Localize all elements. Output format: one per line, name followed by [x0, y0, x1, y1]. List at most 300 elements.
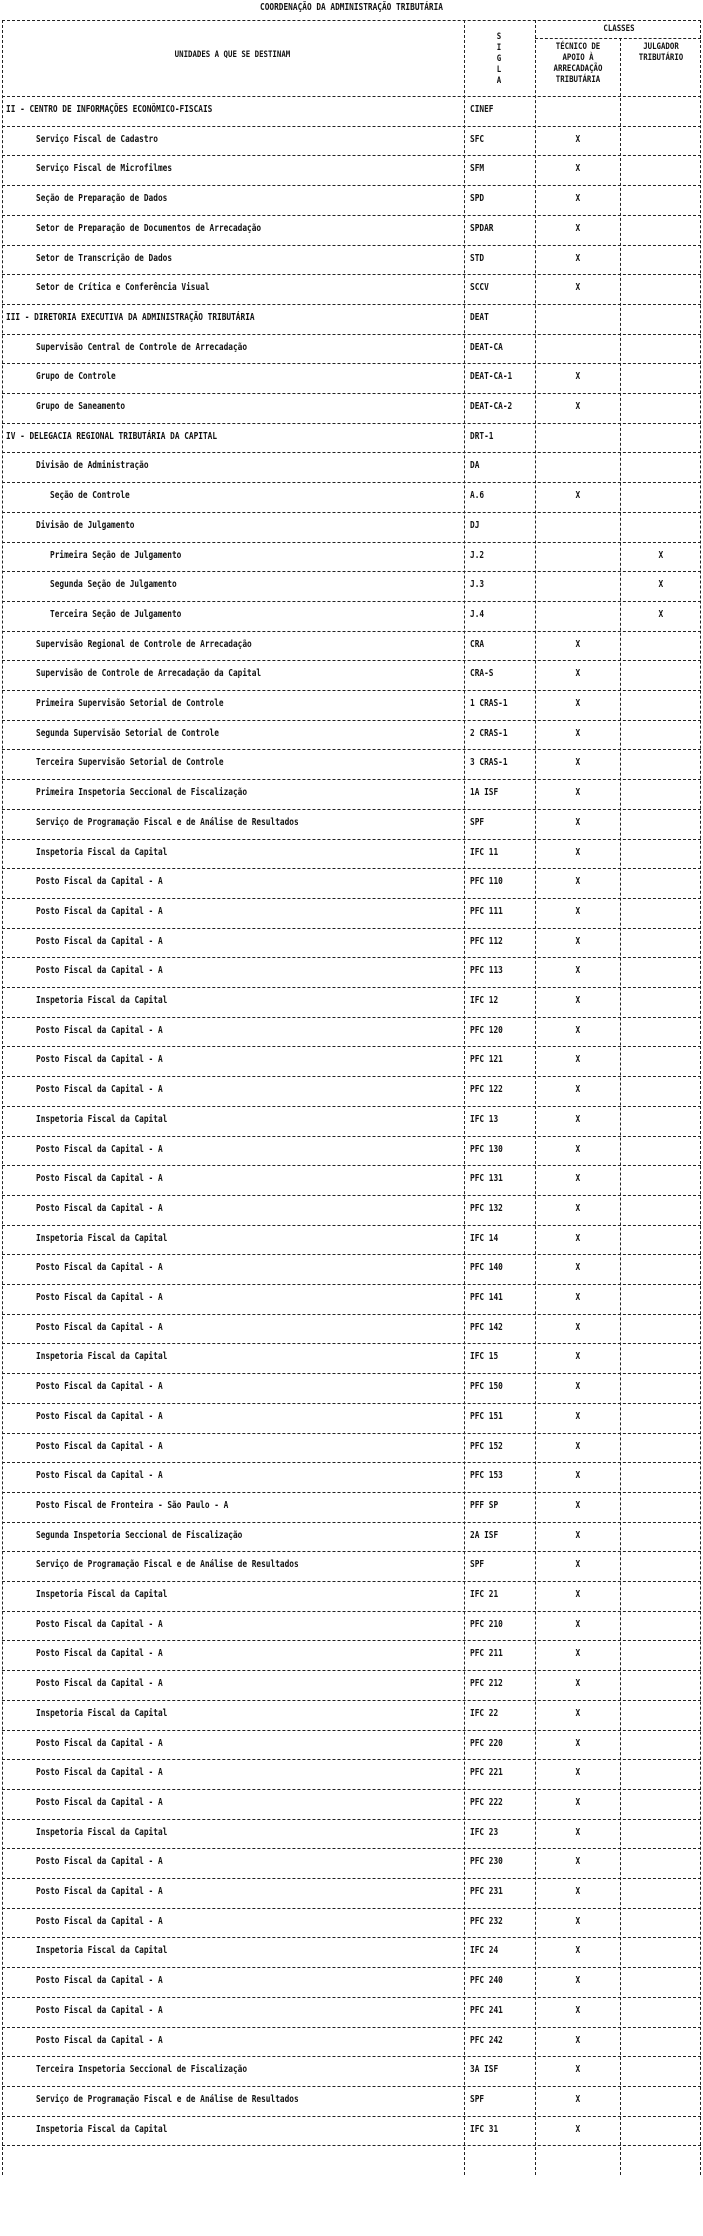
tecnico-mark: X [575, 1262, 581, 1274]
unit-sigla: PFC 242 [470, 2034, 503, 2046]
julgador-mark [621, 1500, 700, 1511]
divider-sigla [464, 20, 465, 2175]
unit-sigla: 1A ISF [470, 787, 499, 799]
row-divider [2, 1789, 701, 1790]
unit-name: Posto Fiscal de Fronteira - São Paulo - A [36, 1499, 229, 1511]
row-divider [2, 1878, 701, 1879]
row-divider [2, 1937, 701, 1938]
unit-name: Posto Fiscal da Capital - A [36, 1975, 163, 1987]
tecnico-mark: X [575, 787, 581, 799]
tecnico-mark: X [575, 1529, 581, 1541]
tecnico-mark: X [575, 1945, 581, 1957]
row-divider [2, 363, 701, 364]
unit-name: Divisão de Administração [36, 460, 149, 472]
unit-name: Inspetoria Fiscal da Capital [36, 2123, 168, 2135]
julgador-mark [621, 520, 700, 531]
row-divider [2, 1908, 701, 1909]
row-divider [2, 1195, 701, 1196]
tecnico-mark: X [575, 2093, 581, 2105]
tecnico-mark: X [575, 1915, 581, 1927]
unit-name: Inspetoria Fiscal da Capital [36, 1945, 168, 1957]
unit-sigla: PFC 230 [470, 1856, 503, 1868]
header-classes: CLASSES [602, 24, 635, 34]
unit-name: Posto Fiscal da Capital - A [36, 935, 163, 947]
julgador-mark [621, 2005, 700, 2016]
julgador-mark [621, 1173, 700, 1184]
unit-name: Primeira Inspetoria Seccional de Fiscalização [36, 787, 248, 799]
julgador-mark [621, 787, 700, 798]
row-divider [2, 1611, 701, 1612]
julgador-mark [621, 1054, 700, 1065]
unit-sigla: PFC 110 [470, 876, 503, 888]
row-divider [2, 1967, 701, 1968]
unit-sigla: CINEF [470, 104, 494, 115]
unit-sigla: SPF [470, 1559, 485, 1571]
row-divider [2, 1670, 701, 1671]
unit-name: Divisão de Julgamento [36, 519, 135, 531]
julgador-mark [621, 1708, 700, 1719]
tecnico-mark: X [575, 846, 581, 858]
unit-sigla: CRA [470, 638, 485, 650]
header-units: UNIDADES A QUE SE DESTINAM [174, 50, 290, 60]
julgador-mark [621, 371, 700, 382]
unit-name: Serviço Fiscal de Cadastro [36, 133, 158, 145]
unit-name: Terceira Inspetoria Seccional de Fiscalização [36, 2064, 248, 2076]
julgador-mark [621, 1411, 700, 1422]
row-divider [2, 1848, 701, 1849]
julgador-mark [621, 876, 700, 887]
unit-sigla: PFC 142 [470, 1321, 503, 1333]
unit-sigla: PFC 130 [470, 1143, 503, 1155]
row-divider [2, 2056, 701, 2057]
tecnico-mark: X [575, 193, 581, 205]
unit-name: Setor de Transcrição de Dados [36, 252, 173, 264]
unit-name: Inspetoria Fiscal da Capital [36, 1351, 168, 1363]
unit-name: Posto Fiscal da Capital - A [36, 905, 163, 917]
julgador-mark [621, 1886, 700, 1897]
unit-name: Posto Fiscal da Capital - A [36, 1410, 163, 1422]
row-divider [2, 1017, 701, 1018]
row-divider [2, 2027, 701, 2028]
tecnico-mark [536, 342, 620, 353]
unit-name: Inspetoria Fiscal da Capital [36, 1707, 168, 1719]
tecnico-mark [536, 579, 620, 590]
row-divider [2, 1254, 701, 1255]
unit-sigla: 3A ISF [470, 2064, 499, 2076]
tecnico-mark: X [575, 698, 581, 709]
header-julgador: JULGADOR TRIBUTÁRIO [638, 42, 684, 63]
julgador-mark [621, 1589, 700, 1600]
tecnico-mark: X [575, 371, 581, 383]
tecnico-mark: X [575, 1440, 581, 1452]
row-divider [2, 1106, 701, 1107]
unit-sigla: IFC 24 [470, 1945, 499, 1957]
unit-name: Posto Fiscal da Capital - A [36, 1767, 163, 1779]
unit-name: Segunda Seção de Julgamento [50, 579, 177, 591]
julgador-mark [621, 104, 700, 115]
unit-name: III - DIRETORIA EXECUTIVA DA ADMINISTRAÇÃO TRIBUTÁRIA [6, 311, 255, 323]
unit-sigla: PFC 112 [470, 935, 503, 947]
row-divider [2, 482, 701, 483]
julgador-mark [621, 431, 700, 442]
unit-name: Inspetoria Fiscal da Capital [36, 846, 168, 858]
row-divider [2, 1997, 701, 1998]
unit-name: Posto Fiscal da Capital - A [36, 1470, 163, 1482]
unit-sigla: 2A ISF [470, 1529, 499, 1541]
tecnico-mark: X [575, 1767, 581, 1779]
row-divider [2, 542, 701, 543]
julgador-mark [621, 342, 700, 353]
tecnico-mark: X [575, 1737, 581, 1749]
row-divider [2, 1700, 701, 1701]
row-divider [2, 2086, 701, 2087]
row-divider [2, 898, 701, 899]
unit-sigla: SFM [470, 163, 485, 175]
unit-name: Posto Fiscal da Capital - A [36, 1143, 163, 1155]
unit-sigla: DEAT-CA [470, 341, 503, 353]
unit-sigla: J.2 [470, 549, 485, 561]
unit-sigla: 1 CRAS-1 [470, 698, 508, 709]
tecnico-mark: X [575, 1707, 581, 1719]
unit-sigla: 3 CRAS-1 [470, 757, 508, 769]
unit-name: Posto Fiscal da Capital - A [36, 1796, 163, 1808]
unit-name: Posto Fiscal da Capital - A [36, 1292, 163, 1303]
tecnico-mark: X [575, 727, 581, 739]
julgador-mark [621, 134, 700, 145]
unit-sigla: PFC 221 [470, 1767, 503, 1779]
tecnico-mark: X [575, 1321, 581, 1333]
row-divider [2, 155, 701, 156]
unit-sigla: IFC 21 [470, 1589, 499, 1600]
unit-sigla: PFC 210 [470, 1618, 503, 1630]
julgador-mark [621, 817, 700, 828]
unit-name: Posto Fiscal da Capital - A [36, 1054, 163, 1066]
julgador-mark [621, 668, 700, 679]
page-title: COORDENAÇÃO DA ADMINISTRAÇÃO TRIBUTÁRIA [260, 2, 443, 13]
tecnico-mark: X [575, 1113, 581, 1125]
row-divider [2, 987, 701, 988]
unit-sigla: IFC 31 [470, 2123, 499, 2135]
unit-sigla: DA [470, 460, 480, 472]
julgador-mark: X [658, 608, 663, 620]
row-divider [2, 1522, 701, 1523]
header-sigla: S I G L A [496, 32, 502, 86]
unit-name: Posto Fiscal da Capital - A [36, 1618, 163, 1630]
tecnico-mark: X [575, 1232, 581, 1244]
tecnico-mark: X [575, 1173, 581, 1185]
row-divider [2, 749, 701, 750]
tecnico-mark: X [575, 1826, 581, 1838]
unit-sigla: PFC 232 [470, 1915, 503, 1927]
unit-name: Terceira Seção de Julgamento [50, 608, 182, 620]
row-divider [2, 1433, 701, 1434]
julgador-mark [621, 965, 700, 976]
julgador-mark [621, 193, 700, 204]
unit-name: Posto Fiscal da Capital - A [36, 1084, 163, 1096]
julgador-mark [621, 2124, 700, 2135]
unit-sigla: PFC 212 [470, 1678, 503, 1690]
row-divider [2, 690, 701, 691]
unit-name: Inspetoria Fiscal da Capital [36, 1113, 168, 1125]
tecnico-mark: X [575, 965, 581, 977]
tecnico-mark: X [575, 1292, 581, 1303]
unit-sigla: PFC 150 [470, 1381, 503, 1393]
unit-sigla: 2 CRAS-1 [470, 727, 508, 739]
unit-sigla: PFC 141 [470, 1292, 503, 1303]
tecnico-mark: X [575, 1886, 581, 1897]
julgador-mark [621, 906, 700, 917]
unit-name: Serviço de Programação Fiscal e de Análise de Resultados [36, 816, 299, 828]
tecnico-mark: X [575, 816, 581, 828]
row-divider [2, 1225, 701, 1226]
tecnico-mark [536, 104, 620, 115]
row-divider [2, 274, 701, 275]
unit-sigla: DEAT-CA-2 [470, 401, 513, 412]
tecnico-mark: X [575, 1054, 581, 1066]
tecnico-mark: X [575, 1470, 581, 1482]
julgador-mark [621, 2094, 700, 2105]
julgador-mark [621, 1233, 700, 1244]
row-divider [2, 185, 701, 186]
julgador-mark [621, 1292, 700, 1303]
tecnico-mark: X [575, 1202, 581, 1214]
julgador-mark [621, 2064, 700, 2075]
unit-sigla: PFC 111 [470, 905, 503, 917]
border-left [2, 20, 3, 2175]
unit-name: Posto Fiscal da Capital - A [36, 1856, 163, 1868]
julgador-mark [621, 1797, 700, 1808]
unit-sigla: PFC 240 [470, 1975, 503, 1987]
julgador-mark [621, 401, 700, 412]
row-divider [2, 215, 701, 216]
unit-name: Serviço de Programação Fiscal e de Análise de Resultados [36, 1559, 299, 1571]
row-divider [2, 1551, 701, 1552]
julgador-mark [621, 2035, 700, 2046]
julgador-mark [621, 1678, 700, 1689]
julgador-mark [621, 1559, 700, 1570]
unit-name: Setor de Crítica e Conferência Visual [36, 282, 210, 294]
unit-name: Inspetoria Fiscal da Capital [36, 995, 168, 1006]
julgador-mark [621, 312, 700, 323]
unit-sigla: PFC 131 [470, 1173, 503, 1185]
julgador-mark [621, 1381, 700, 1392]
row-divider [2, 1076, 701, 1077]
tecnico-mark: X [575, 876, 581, 888]
julgador-mark [621, 728, 700, 739]
unit-name: Supervisão Central de Controle de Arrecadação [36, 341, 248, 353]
unit-sigla: SPF [470, 2093, 485, 2105]
row-divider [2, 334, 701, 335]
unit-sigla: PFC 140 [470, 1262, 503, 1274]
unit-name: Inspetoria Fiscal da Capital [36, 1826, 168, 1838]
julgador-mark [621, 1975, 700, 1986]
unit-name: Posto Fiscal da Capital - A [36, 2004, 163, 2016]
tecnico-mark: X [575, 757, 581, 769]
unit-sigla: PFC 120 [470, 1024, 503, 1036]
table-top-border [2, 20, 701, 21]
tecnico-mark: X [575, 1499, 581, 1511]
tecnico-mark: X [575, 401, 581, 412]
row-divider [2, 245, 701, 246]
unit-name: Posto Fiscal da Capital - A [36, 1262, 163, 1274]
unit-sigla: PFC 222 [470, 1796, 503, 1808]
row-divider [2, 601, 701, 602]
julgador-mark [621, 1262, 700, 1273]
row-divider [2, 1136, 701, 1137]
unit-name: Inspetoria Fiscal da Capital [36, 1589, 168, 1600]
row-divider [2, 1640, 701, 1641]
unit-name: Posto Fiscal da Capital - A [36, 1915, 163, 1927]
julgador-mark [621, 1084, 700, 1095]
tecnico-mark: X [575, 1024, 581, 1036]
row-divider [2, 1403, 701, 1404]
unit-name: Segunda Inspetoria Seccional de Fiscalização [36, 1529, 243, 1541]
unit-sigla: IFC 23 [470, 1826, 499, 1838]
tecnico-mark: X [575, 2034, 581, 2046]
unit-sigla: IFC 11 [470, 846, 499, 858]
row-divider [2, 720, 701, 721]
julgador-mark: X [658, 579, 663, 591]
row-divider [2, 571, 701, 572]
julgador-mark [621, 1916, 700, 1927]
row-divider [2, 1819, 701, 1820]
tecnico-mark: X [575, 1796, 581, 1808]
row-divider [2, 1343, 701, 1344]
unit-sigla: DJ [470, 519, 480, 531]
unit-name: Posto Fiscal da Capital - A [36, 1678, 163, 1690]
julgador-mark [621, 1648, 700, 1659]
unit-name: Posto Fiscal da Capital - A [36, 1381, 163, 1393]
unit-name: Grupo de Saneamento [36, 401, 126, 412]
tecnico-mark: X [575, 1381, 581, 1393]
unit-sigla: IFC 15 [470, 1351, 499, 1363]
unit-sigla: SPDAR [470, 222, 494, 234]
unit-name: IV - DELEGACIA REGIONAL TRIBUTÁRIA DA CAPITAL [6, 430, 218, 442]
tecnico-mark: X [575, 252, 581, 264]
unit-sigla: J.3 [470, 579, 485, 591]
tecnico-mark: X [575, 638, 581, 650]
tecnico-mark: X [575, 1678, 581, 1690]
tecnico-mark: X [575, 490, 581, 502]
unit-name: Posto Fiscal da Capital - A [36, 1648, 163, 1660]
tecnico-mark [536, 312, 620, 323]
julgador-mark [621, 698, 700, 709]
unit-name: Terceira Supervisão Setorial de Controle [36, 757, 224, 769]
unit-name: Posto Fiscal da Capital - A [36, 965, 163, 977]
julgador-mark: X [658, 549, 663, 561]
row-divider [2, 779, 701, 780]
tecnico-mark: X [575, 1618, 581, 1630]
unit-name: Setor de Preparação de Documentos de Arrecadação [36, 222, 262, 234]
row-divider [2, 660, 701, 661]
header-tecnico: TÉCNICO DE APOIO À ARRECADAÇÃO TRIBUTÁRIA [553, 42, 603, 85]
unit-sigla: SPD [470, 193, 485, 205]
julgador-mark [621, 1767, 700, 1778]
unit-sigla: IFC 14 [470, 1232, 499, 1244]
unit-name: Posto Fiscal da Capital - A [36, 1886, 163, 1897]
julgador-mark [621, 1144, 700, 1155]
row-divider [2, 2116, 701, 2117]
row-divider [2, 1373, 701, 1374]
unit-sigla: SCCV [470, 282, 489, 294]
row-divider [2, 957, 701, 958]
tecnico-mark [536, 609, 620, 620]
julgador-mark [621, 1351, 700, 1362]
julgador-mark [621, 847, 700, 858]
tecnico-mark: X [575, 905, 581, 917]
unit-sigla: PFC 152 [470, 1440, 503, 1452]
row-divider [2, 1165, 701, 1166]
julgador-mark [621, 1322, 700, 1333]
row-divider [2, 928, 701, 929]
julgador-mark [621, 1025, 700, 1036]
julgador-mark [621, 282, 700, 293]
unit-name: Posto Fiscal da Capital - A [36, 1024, 163, 1036]
tecnico-mark: X [575, 935, 581, 947]
row-divider [2, 809, 701, 810]
unit-name: Posto Fiscal da Capital - A [36, 2034, 163, 2046]
tecnico-mark: X [575, 1856, 581, 1868]
tecnico-mark [536, 431, 620, 442]
julgador-mark [621, 757, 700, 768]
unit-sigla: CRA-S [470, 668, 494, 680]
unit-sigla: DEAT-CA-1 [470, 371, 513, 383]
row-divider [2, 423, 701, 424]
unit-name: Grupo de Controle [36, 371, 116, 383]
unit-name: Primeira Supervisão Setorial de Controle [36, 698, 224, 709]
unit-name: Seção de Controle [50, 490, 130, 502]
row-divider [2, 1581, 701, 1582]
julgador-mark [621, 1856, 700, 1867]
row-divider [2, 1284, 701, 1285]
unit-sigla: IFC 12 [470, 995, 499, 1006]
julgador-mark [621, 490, 700, 501]
row-divider [2, 304, 701, 305]
julgador-mark [621, 1945, 700, 1956]
unit-name: Supervisão Regional de Controle de Arrecadação [36, 638, 252, 650]
unit-name: Supervisão de Controle de Arrecadação da Capital [36, 668, 262, 680]
row-divider [2, 839, 701, 840]
julgador-mark [621, 639, 700, 650]
unit-sigla: PFC 132 [470, 1202, 503, 1214]
row-divider [2, 1759, 701, 1760]
row-divider [2, 1314, 701, 1315]
julgador-mark [621, 1827, 700, 1838]
row-divider [2, 126, 701, 127]
tecnico-mark: X [575, 1975, 581, 1987]
unit-sigla: STD [470, 252, 485, 264]
tecnico-mark: X [575, 2064, 581, 2076]
unit-sigla: PFC 231 [470, 1886, 503, 1897]
julgador-mark [621, 223, 700, 234]
classes-divider [535, 38, 701, 39]
tecnico-mark [536, 550, 620, 561]
tecnico-mark: X [575, 1559, 581, 1571]
unit-sigla: DRT-1 [470, 430, 494, 442]
row-divider [2, 631, 701, 632]
tecnico-mark: X [575, 133, 581, 145]
tecnico-mark: X [575, 1410, 581, 1422]
unit-name: Inspetoria Fiscal da Capital [36, 1232, 168, 1244]
tecnico-mark: X [575, 163, 581, 175]
unit-name: Posto Fiscal da Capital - A [36, 1737, 163, 1749]
header-bottom-border [2, 96, 701, 97]
unit-sigla: PFC 121 [470, 1054, 503, 1066]
unit-name: Serviço de Programação Fiscal e de Análise de Resultados [36, 2093, 299, 2105]
unit-name: Primeira Seção de Julgamento [50, 549, 182, 561]
tecnico-mark: X [575, 1648, 581, 1660]
unit-sigla: PFC 151 [470, 1410, 503, 1422]
